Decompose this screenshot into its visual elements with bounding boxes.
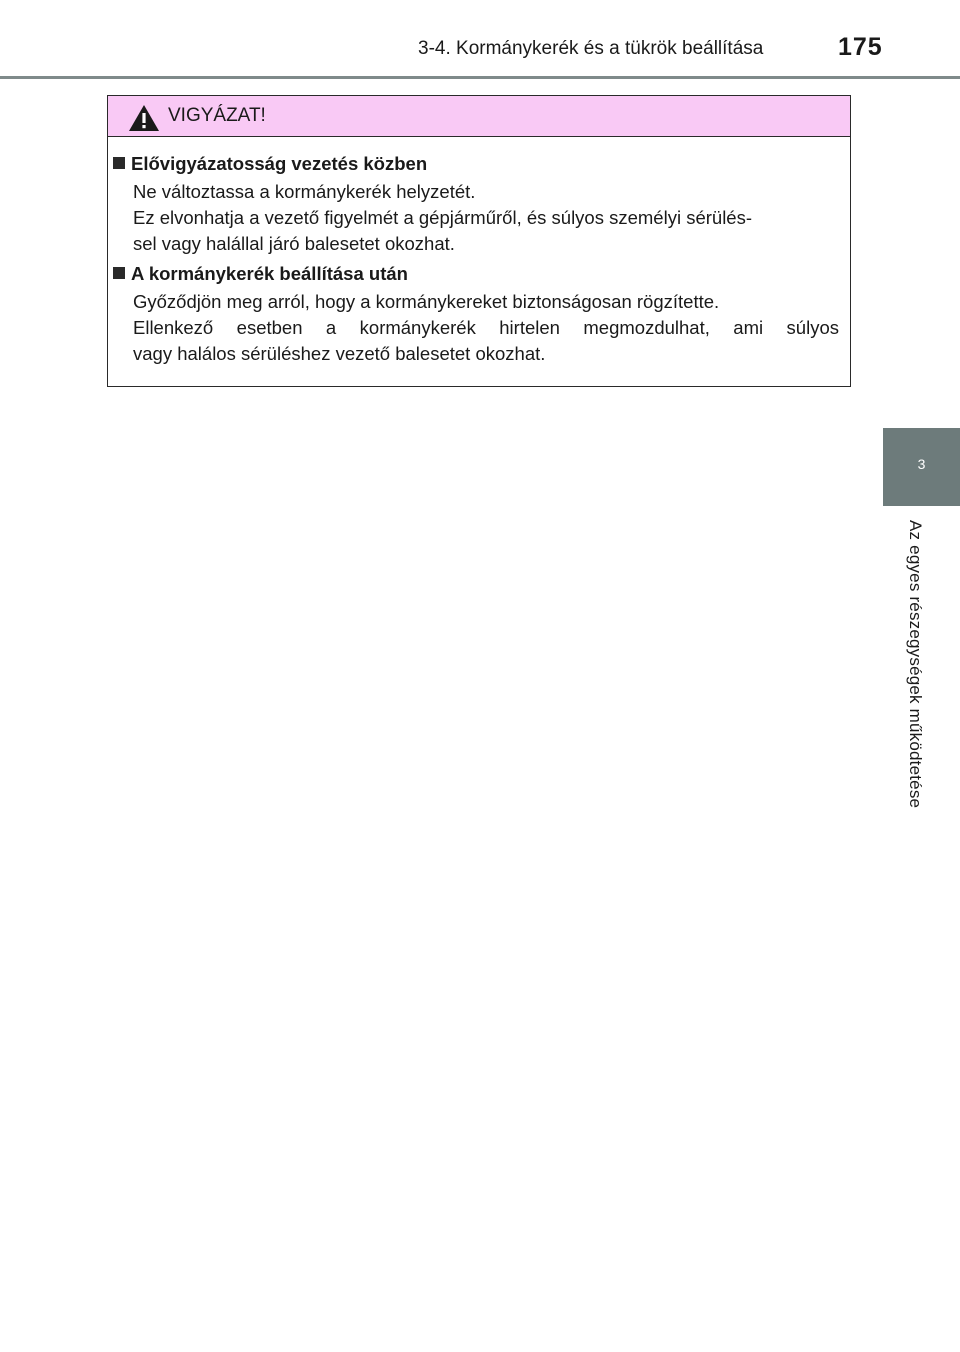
header-divider [0, 76, 960, 79]
text-line: Ez elvonhatja a vezető figyelmét a gépjárműről, és súlyos személyi sérülés- [133, 207, 753, 228]
text-line: Ellenkező esetben a kormánykerék hirtelen megmozdulhat, ami súlyos [133, 317, 839, 338]
bullet-square-icon [113, 267, 125, 279]
caution-header [108, 96, 850, 137]
section-title: 3-4. Kormánykerék és a tükrök beállítása [418, 38, 764, 59]
caution-title: VIGYÁZAT! [168, 105, 266, 126]
text-line: Ne változtassa a kormánykerék helyzetét. [133, 181, 476, 202]
section-heading: A kormánykerék beállítása után [113, 263, 408, 285]
chapter-label: Az egyes részegységek működtetése [906, 520, 925, 809]
caution-box [107, 95, 851, 387]
text-line: Győződjön meg arról, hogy a kormánykereket biztonságosan rögzítette. [133, 291, 720, 312]
chapter-number: 3 [917, 456, 926, 472]
chapter-tab [883, 428, 960, 506]
section-text [133, 289, 839, 367]
section-heading: Elővigyázatosság vezetés közben [113, 153, 427, 175]
warning-triangle-icon [128, 104, 160, 132]
text-line: sel vagy halállal járó balesetet okozhat. [133, 233, 455, 254]
bullet-square-icon [113, 157, 125, 169]
text-line: vagy halálos sérüléshez vezető balesetet okozhat. [133, 343, 546, 364]
page-number: 175 [838, 33, 883, 61]
section-text [133, 179, 839, 257]
